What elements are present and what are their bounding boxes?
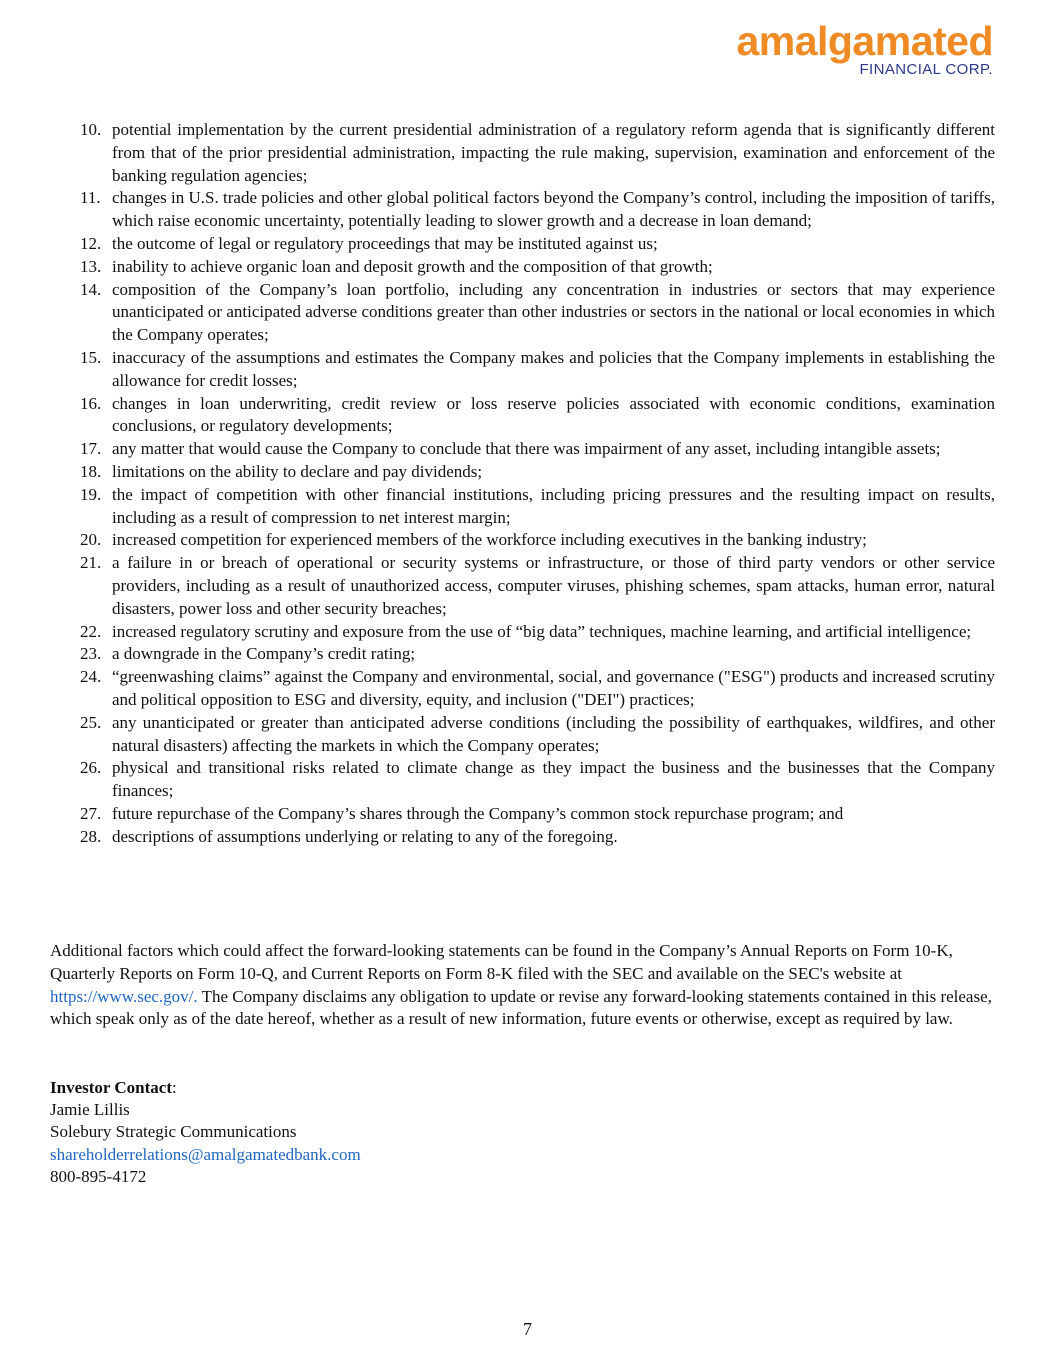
list-item (0, 803, 1055, 826)
list-item (0, 826, 1055, 849)
list-item-text: a downgrade in the Company’s credit rating; (112, 644, 416, 664)
list-item-text: any matter that would cause the Company to conclude that there was impairment of any asset, including intangible assets; (112, 439, 941, 459)
list-item-number: 10. (80, 120, 102, 139)
list-item-text: the outcome of legal or regulatory proceedings that may be instituted against us; (112, 233, 658, 253)
list-item-text: changes in U.S. trade policies and other global political factors beyond the Company’s control, including the imposition of tariffs, which raise economic uncertainty, potentially leading to slower growth and a decrease in loan demand; (112, 188, 995, 231)
contact-phone: 800-895-4172 (50, 1166, 147, 1186)
contact-heading-colon: : (171, 1078, 177, 1097)
list-item-text: inability to achieve organic loan and deposit growth and the composition of that growth; (112, 256, 713, 276)
list-item-text: increased competition for experienced members of the workforce including executives in the banking industry; (112, 530, 867, 550)
list-item (0, 393, 1055, 439)
list-item-text: limitations on the ability to declare and pay dividends; (112, 461, 483, 481)
list-item-number: 28. (80, 826, 102, 846)
contact-name: Jamie Lillis (50, 1100, 130, 1120)
list-item-number: 26. (80, 758, 102, 778)
investor-contact-block (50, 1077, 650, 1188)
list-item (0, 484, 1055, 530)
list-item-number: 25. (80, 712, 102, 732)
list-item (0, 757, 1055, 803)
logo-subtitle: FINANCIAL CORP. (859, 61, 993, 78)
list-item-text: inaccuracy of the assumptions and estimates the Company makes and policies that the Company implements in establishing the allowance for credit losses; (112, 347, 995, 390)
additional-factors-text-start: Additional factors which could affect the forward-looking statements can be found in the Company’s Annual Reports on Form 10-K, Quarterly Reports on Form 10-Q, and Current Reports on Form 8-K filed with the SEC and available on the SEC's website at (50, 941, 953, 983)
list-item-number: 18. (80, 461, 102, 481)
logo-wordmark: amalgamated (736, 18, 993, 64)
list-item-text: any unanticipated or greater than anticipated adverse conditions (including the possibility of earthquakes, wildfires, and other natural disasters) affecting the markets in which the Company operates; (112, 712, 995, 755)
list-item (0, 461, 1055, 484)
sec-website-link[interactable]: https://www.sec.gov/. (50, 986, 198, 1006)
investor-contact-heading (50, 1077, 650, 1099)
additional-factors-text-end: The Company disclaims any obligation to update or revise any forward-looking statements contained in this release, which speak only as of the date hereof, whether as a result of new information, future events or otherwise, except as required by law. (50, 986, 992, 1029)
list-item (0, 256, 1055, 279)
list-item-number: 17. (80, 439, 102, 459)
list-item (0, 621, 1055, 644)
list-item (0, 438, 1055, 461)
page-number: 7 (523, 1319, 532, 1339)
list-item (0, 233, 1055, 256)
list-item-number: 13. (80, 256, 102, 276)
list-item-number: 22. (80, 621, 102, 641)
risk-factor-list (0, 119, 1055, 849)
list-item (0, 187, 1055, 233)
list-item-number: 23. (80, 644, 102, 664)
list-item-text: composition of the Company’s loan portfolio, including any concentration in industries or sectors that may experience unanticipated or anticipated adverse conditions greater than other industries or sectors in the national or local economies in which the Company operates; (112, 279, 995, 345)
list-item-number: 24. (80, 667, 102, 687)
list-item-number: 21. (80, 553, 102, 573)
list-item-number: 16. (80, 393, 102, 413)
list-item-text: physical and transitional risks related to climate change as they impact the business and the businesses that the Company finances; (112, 758, 995, 801)
list-item (0, 119, 1055, 187)
list-item (0, 279, 1055, 347)
list-item-number: 27. (80, 803, 102, 823)
list-item (0, 643, 1055, 666)
list-item-text: descriptions of assumptions underlying or relating to any of the foregoing. (112, 826, 618, 846)
list-item-text: potential implementation by the current presidential administration of a regulatory reform agenda that is significantly different from that of the prior presidential administration, impacting the rule making, supervision, examination and enforcement of the banking regulation agencies; (112, 120, 995, 185)
company-logo (736, 20, 993, 78)
list-item-text: the impact of competition with other financial institutions, including pricing pressures and the resulting impact on results, including as a result of compression to net interest margin; (112, 484, 995, 527)
list-item (0, 666, 1055, 712)
additional-factors-paragraph (50, 940, 995, 1031)
list-item (0, 529, 1055, 552)
contact-heading-label: Investor Contact (50, 1078, 172, 1097)
list-item-text: changes in loan underwriting, credit review or loss reserve policies associated with economic conditions, examination conclusions, or regulatory developments; (112, 393, 995, 436)
list-item-number: 15. (80, 347, 102, 367)
list-item-text: future repurchase of the Company’s shares through the Company’s common stock repurchase program; and (112, 803, 844, 823)
list-item (0, 552, 1055, 620)
list-item-number: 20. (80, 530, 102, 550)
contact-email-link[interactable]: shareholderrelations@amalgamatedbank.com (50, 1144, 361, 1164)
list-item-text: “greenwashing claims” against the Company and environmental, social, and governance ("ESG") products and increased scrutiny and political opposition to ESG and diversity, equity, and inclusion ("DEI") practices; (112, 667, 995, 709)
list-item-number: 11. (80, 188, 101, 208)
list-item-number: 19. (80, 484, 102, 504)
list-item (0, 347, 1055, 393)
list-item-text: increased regulatory scrutiny and exposure from the use of “big data” techniques, machine learning, and artificial intelligence; (112, 621, 972, 641)
list-item-number: 12. (80, 233, 102, 253)
list-item-number: 14. (80, 279, 102, 299)
list-item-text: a failure in or breach of operational or security systems or infrastructure, or those of third party vendors or other service providers, including as a result of unauthorized access, computer viruses, phishing schemes, spam attacks, human error, natural disasters, power loss and other security breaches; (112, 553, 995, 618)
list-item (0, 712, 1055, 758)
contact-company: Solebury Strategic Communications (50, 1122, 297, 1142)
